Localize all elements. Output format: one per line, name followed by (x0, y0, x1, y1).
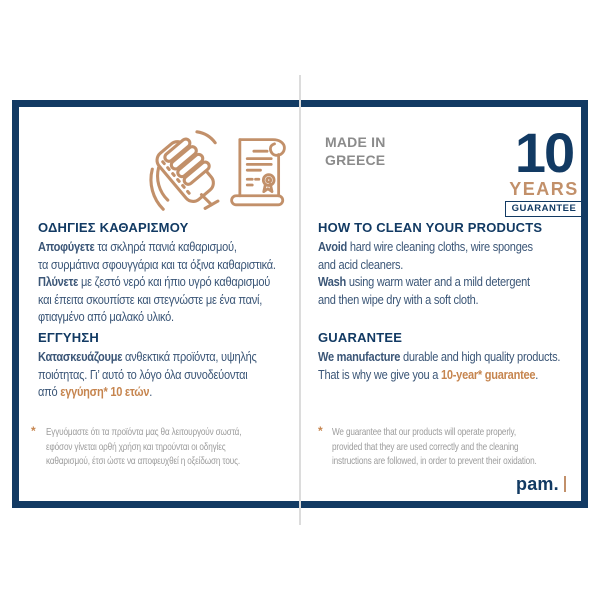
pam-logo (516, 475, 566, 493)
footnote-el: Εγγυόμαστε ότι τα προϊόντα μας θα λειτουργούν σωστά, εφόσον γίνεται ορθή χρήση και τηρούνται οι οδηγίες καθαρισμού, έτσι ώστε να αποφευχθεί η οξείδωση τους. (46, 426, 242, 467)
cleaning-instructions-body-en: Avoid hard wire cleaning cloths, wire sponges and acid cleaners. Wash using warm water and a mild detergent and then wipe dry with a soft cloth. (318, 239, 533, 307)
badge-guarantee-label: GUARANTEE (505, 201, 583, 218)
ten-years-guarantee-badge (505, 121, 583, 217)
footnote-asterisk-en: * (318, 424, 323, 438)
guarantee-body-en: We manufacture durable and high quality products. That is why we give you a 10-year* guarantee. (318, 349, 561, 382)
made-in-greece-label (325, 133, 386, 169)
pam-logo-text: pam. (516, 474, 559, 494)
badge-number: 10 (514, 121, 574, 184)
made-in-line1: MADE IN (325, 134, 386, 150)
cleaning-instructions-heading-en: HOW TO CLEAN YOUR PRODUCTS (318, 220, 543, 235)
guarantee-heading-en: GUARANTEE (318, 330, 403, 345)
cleaning-instructions-body-el: Αποφύγετε τα σκληρά πανιά καθαρισμού, τα συρμάτινα σφουγγάρια και τα όξινα καθαριστικά. Πλύνετε με ζεστό νερό και ήπιο υγρό καθαρισμού και έπειτα σκουπίστε και στεγνώστε με ένα πανί, φτιαγμένο από μαλακό υλικό. (38, 239, 276, 324)
footnote-en: We guarantee that our products will operate properly, provided that they are used correctly and the cleaning instructions are followed, in order to prevent their oxidation. (332, 426, 537, 467)
certificate-scroll-icon (225, 129, 291, 213)
pam-logo-bar (564, 476, 567, 492)
made-in-line2: GREECE (325, 152, 386, 168)
cleaning-instructions-heading-el: ΟΔΗΓΙΕΣ ΚΑΘΑΡΙΣΜΟΥ (38, 220, 189, 235)
guarantee-body-el: Κατασκευάζουμε ανθεκτικά προϊόντα, υψηλής ποιότητας. Γι’ αυτό το λόγο όλα συνοδεύονται από εγγύηση* 10 ετών. (38, 349, 257, 399)
guarantee-heading-el: ΕΓΓΥΗΣΗ (38, 330, 99, 345)
hand-wiping-cloth-icon (145, 125, 227, 217)
footnote-asterisk-el: * (31, 424, 36, 438)
center-fold-line (299, 75, 301, 525)
badge-years-label: YEARS (509, 178, 579, 199)
